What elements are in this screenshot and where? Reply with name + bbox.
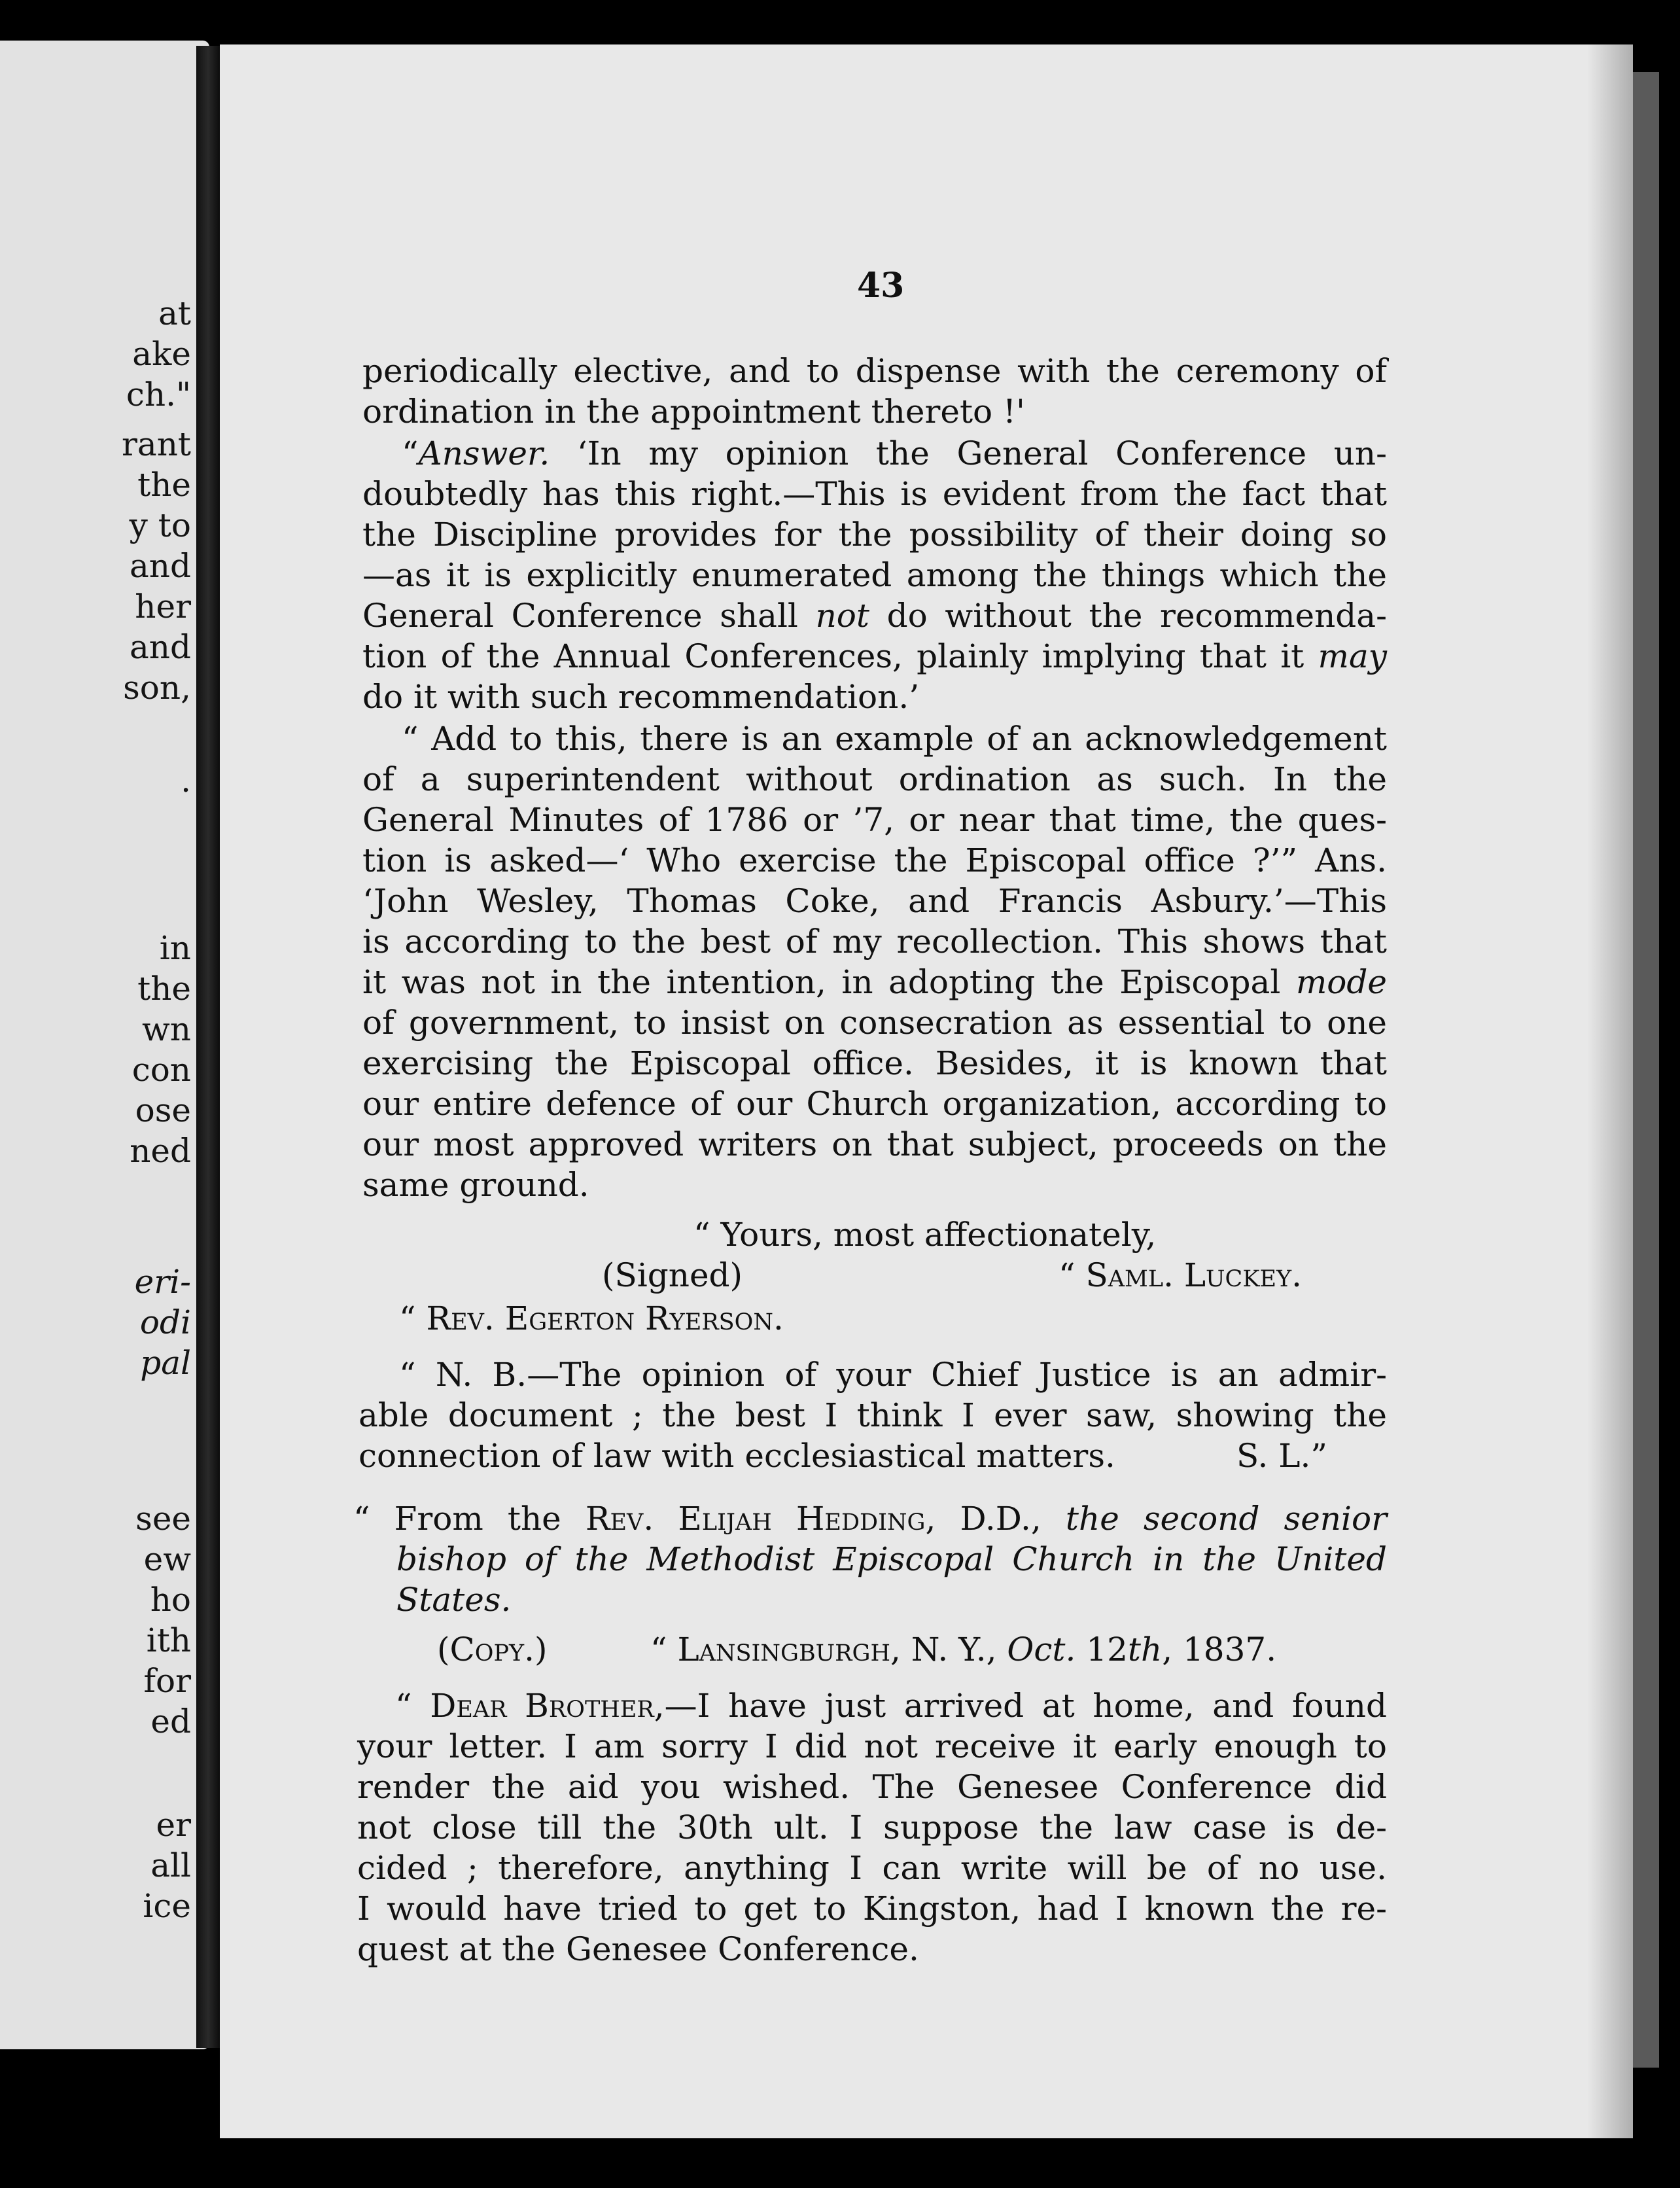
facing-page-fragment: er [156, 1806, 191, 1844]
addressee: “ Rev. Egerton Ryerson. [399, 1299, 784, 1337]
facing-page-fragment: ed [150, 1703, 191, 1740]
facing-page-fragment: . [181, 762, 191, 800]
copy-note: (Copy.) [437, 1631, 548, 1668]
signature: “ Saml. Luckey. [1059, 1256, 1303, 1294]
facing-page-fragment: the [137, 970, 191, 1008]
text-line: ordination in the appointment thereto !' [362, 393, 1025, 431]
facing-page-fragment: the [137, 466, 191, 504]
text-line: able document ; the best I think I ever saw, showing the [359, 1396, 1387, 1434]
facing-page-fragment: ith [146, 1621, 191, 1659]
text-line: render the aid you wished. The Genesee Conference did [357, 1768, 1387, 1806]
text-line: ‘John Wesley, Thomas Coke, and Francis Asbury.’—This [362, 882, 1387, 920]
facing-page-fragment: ice [143, 1887, 191, 1925]
text-line: not close till the 30th ult. I suppose the law case is de- [357, 1809, 1387, 1846]
page-edge [1633, 72, 1659, 2068]
facing-page-fragment: and [129, 628, 191, 666]
text-line: tion of the Annual Conferences, plainly implying that it may [362, 637, 1387, 675]
dateline: “ Lansingburgh, N. Y., Oct. 12th, 1837. [650, 1631, 1277, 1668]
facing-page-fragment: wn [142, 1010, 191, 1048]
text-line: it was not in the intention, in adopting the Episcopal mode [362, 963, 1387, 1001]
facing-page-fragment: ch." [126, 376, 191, 414]
facing-page-fragment: odi [139, 1303, 191, 1341]
text-line: —as it is explicitly enumerated among the things which the [362, 556, 1387, 594]
text-line: doubtedly has this right.—This is evident from the fact that [362, 475, 1387, 513]
initials: S. L.” [1236, 1437, 1327, 1475]
signed-note: (Signed) [602, 1256, 743, 1294]
text-line: tion is asked—‘ Who exercise the Episcopal office ?’” Ans. [362, 841, 1387, 879]
text-line: General Conference shall not do without the recommenda- [362, 597, 1387, 635]
facing-page-fragment: ew [143, 1540, 191, 1578]
facing-page-fragment: ned [130, 1132, 191, 1170]
text-line: our entire defence of our Church organization, according to [362, 1085, 1387, 1123]
text-line: “Answer. ‘In my opinion the General Conference un- [402, 434, 1387, 472]
letter-heading: States. [396, 1581, 512, 1619]
facing-page-fragment: ho [150, 1581, 191, 1619]
text-line: “ Dear Brother,—I have just arrived at home, and found [395, 1687, 1387, 1725]
facing-page-fragment: see [135, 1500, 191, 1538]
text-line: is according to the best of my recollection. This shows that [362, 923, 1387, 961]
valediction: “ Yours, most affectionately, [693, 1216, 1157, 1254]
text-line: do it with such recommendation.’ [362, 678, 920, 716]
page-number: 43 [857, 266, 905, 306]
facing-page-fragment: ake [132, 335, 191, 373]
text-line: quest at the Genesee Conference. [357, 1930, 919, 1968]
text-line: your letter. I am sorry I did not receive it early enough to [357, 1727, 1387, 1765]
text-line: the Discipline provides for the possibility of their doing so [362, 516, 1387, 554]
facing-page-fragment: rant [121, 425, 191, 463]
text-line: same ground. [362, 1166, 589, 1204]
facing-page-fragment: in [159, 929, 191, 967]
facing-page-fragment: ose [135, 1091, 191, 1129]
facing-page-fragment: her [135, 588, 191, 626]
facing-page-fragment: at [158, 294, 191, 332]
text-line: of a superintendent without ordination as such. In the [362, 760, 1387, 798]
text-line: “ Add to this, there is an example of an acknowledgement [402, 720, 1387, 758]
text-line: connection of law with ecclesiastical matters. [359, 1437, 1115, 1475]
facing-page-fragment: all [150, 1846, 191, 1884]
facing-page-fragment: for [143, 1662, 191, 1700]
text-line: periodically elective, and to dispense with the ceremony of [362, 352, 1387, 390]
facing-page-fragment: and [129, 547, 191, 585]
letter-heading: bishop of the Methodist Episcopal Church in the United [396, 1540, 1387, 1578]
facing-page-fragment: eri- [134, 1263, 191, 1301]
text-line: exercising the Episcopal office. Besides, it is known that [362, 1044, 1387, 1082]
text-line: General Minutes of 1786 or ’7, or near that time, the ques- [362, 801, 1387, 839]
facing-page [0, 41, 209, 2049]
facing-page-fragment: y to [129, 506, 191, 544]
facing-page-fragment: pal [140, 1344, 191, 1382]
letter-heading: “ From the Rev. Elijah Hedding, D.D., the second senior [353, 1500, 1387, 1538]
text-line: of government, to insist on consecration as essential to one [362, 1004, 1387, 1042]
text-line: I would have tried to get to Kingston, had I known the re- [357, 1890, 1387, 1928]
facing-page-fragment: son, [123, 669, 191, 707]
text-line: cided ; therefore, anything I can write will be of no use. [357, 1849, 1387, 1887]
answer-label: Answer. [418, 434, 550, 472]
facing-page-fragment: con [131, 1051, 191, 1089]
book-spine [196, 46, 220, 2048]
text-line: “ N. B.—The opinion of your Chief Justice is an admir- [399, 1356, 1387, 1394]
text-line: our most approved writers on that subject, proceeds on the [362, 1125, 1387, 1163]
